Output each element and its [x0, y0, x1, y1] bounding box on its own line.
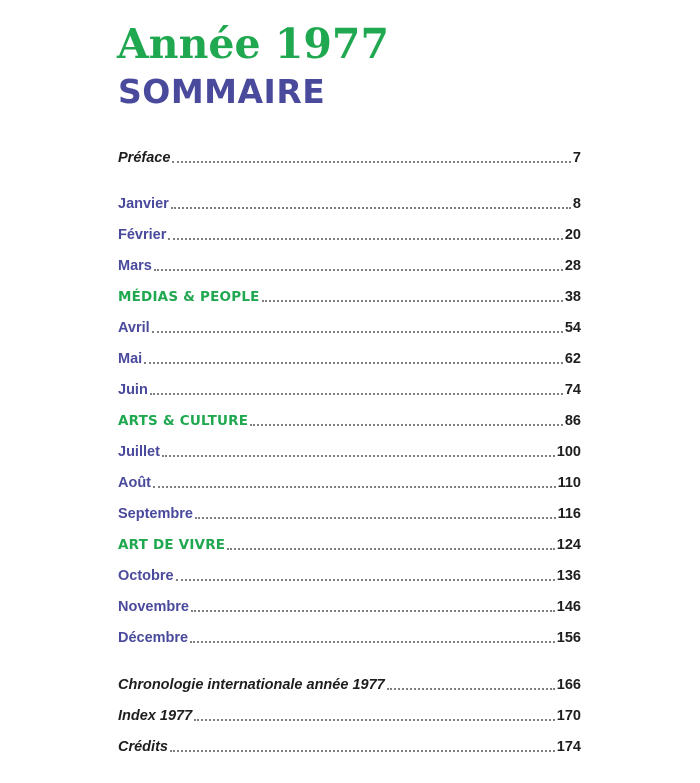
toc-entry-label: Août	[118, 475, 152, 491]
page-title: Année 1977	[117, 20, 389, 68]
toc-entry-preface[interactable]	[118, 145, 581, 167]
toc-entry-juin[interactable]	[118, 377, 581, 399]
toc-entry-label: Juin	[118, 382, 148, 398]
toc-entry-page: 116	[557, 506, 581, 522]
toc-entry-index[interactable]	[118, 703, 581, 725]
toc-entry-page: 136	[556, 568, 581, 584]
toc-entry-label: Mai	[118, 351, 143, 367]
dot-leader	[154, 269, 563, 271]
toc-entry-chronologie[interactable]	[118, 672, 581, 694]
toc-entry-label: Avril	[118, 320, 150, 336]
dot-leader	[153, 486, 556, 488]
toc-entry-label: ART DE VIVRE	[118, 537, 226, 553]
toc-entry-octobre[interactable]	[118, 563, 581, 585]
toc-entry-label: Index 1977	[118, 708, 193, 724]
toc-entry-label: Préface	[118, 150, 171, 166]
toc-entry-page: 86	[564, 413, 581, 429]
dot-leader	[387, 688, 555, 690]
toc-entry-page: 174	[556, 739, 581, 755]
toc-entry-mai[interactable]	[118, 346, 581, 368]
dot-leader	[262, 300, 563, 302]
toc-entry-septembre[interactable]	[118, 501, 581, 523]
dot-leader	[168, 238, 562, 240]
toc-entry-label: MÉDIAS & PEOPLE	[118, 289, 260, 305]
dot-leader	[162, 455, 555, 457]
toc-entry-novembre[interactable]	[118, 594, 581, 616]
toc-entry-label: Crédits	[118, 739, 168, 755]
toc-entry-aout[interactable]	[118, 470, 581, 492]
toc-entry-page: 146	[556, 599, 581, 615]
toc-entry-mars[interactable]	[118, 253, 581, 275]
toc-entry-label: Septembre	[118, 506, 193, 522]
toc-entry-label: Chronologie internationale année 1977	[118, 677, 385, 693]
toc-entry-page: 170	[556, 708, 581, 724]
toc-entry-page: 100	[556, 444, 581, 460]
toc-entry-page: 62	[564, 351, 581, 367]
toc-entry-decembre[interactable]	[118, 625, 581, 647]
toc-entry-label: ARTS & CULTURE	[118, 413, 249, 429]
toc-entry-page: 7	[572, 150, 581, 166]
dot-leader	[190, 641, 555, 643]
dot-leader	[227, 548, 555, 550]
dot-leader	[170, 750, 555, 752]
toc-entry-page: 124	[556, 537, 581, 553]
toc-entry-medias-people[interactable]	[118, 284, 581, 306]
toc-entry-art-de-vivre[interactable]	[118, 532, 581, 554]
toc-entry-juillet[interactable]	[118, 439, 581, 461]
dot-leader	[150, 393, 563, 395]
toc-entry-fevrier[interactable]	[118, 222, 581, 244]
toc-entry-page: 54	[564, 320, 581, 336]
dot-leader	[191, 610, 555, 612]
toc-entry-page: 38	[564, 289, 581, 305]
dot-leader	[176, 579, 555, 581]
dot-leader	[172, 161, 571, 163]
toc-entry-label: Novembre	[118, 599, 189, 615]
dot-leader	[152, 331, 563, 333]
dot-leader	[250, 424, 563, 426]
dot-leader	[195, 517, 556, 519]
toc-entry-credits[interactable]	[118, 734, 581, 756]
toc-entry-page: 8	[572, 196, 581, 212]
toc-entry-page: 74	[564, 382, 581, 398]
toc-entry-page: 110	[557, 475, 581, 491]
toc-entry-page: 20	[564, 227, 581, 243]
toc-entry-page: 28	[564, 258, 581, 274]
toc-entry-page: 166	[556, 677, 581, 693]
toc-entry-arts-culture[interactable]	[118, 408, 581, 430]
page-subtitle: SOMMAIRE	[118, 72, 326, 111]
toc-entry-label: Janvier	[118, 196, 169, 212]
toc-entry-label: Février	[118, 227, 167, 243]
toc-entry-label: Mars	[118, 258, 152, 274]
dot-leader	[171, 207, 571, 209]
toc-entry-page: 156	[556, 630, 581, 646]
toc-entry-janvier[interactable]	[118, 191, 581, 213]
dot-leader	[144, 362, 563, 364]
dot-leader	[194, 719, 555, 721]
toc-entry-label: Décembre	[118, 630, 189, 646]
toc-entry-label: Octobre	[118, 568, 174, 584]
toc-entry-label: Juillet	[118, 444, 160, 460]
toc-entry-avril[interactable]	[118, 315, 581, 337]
